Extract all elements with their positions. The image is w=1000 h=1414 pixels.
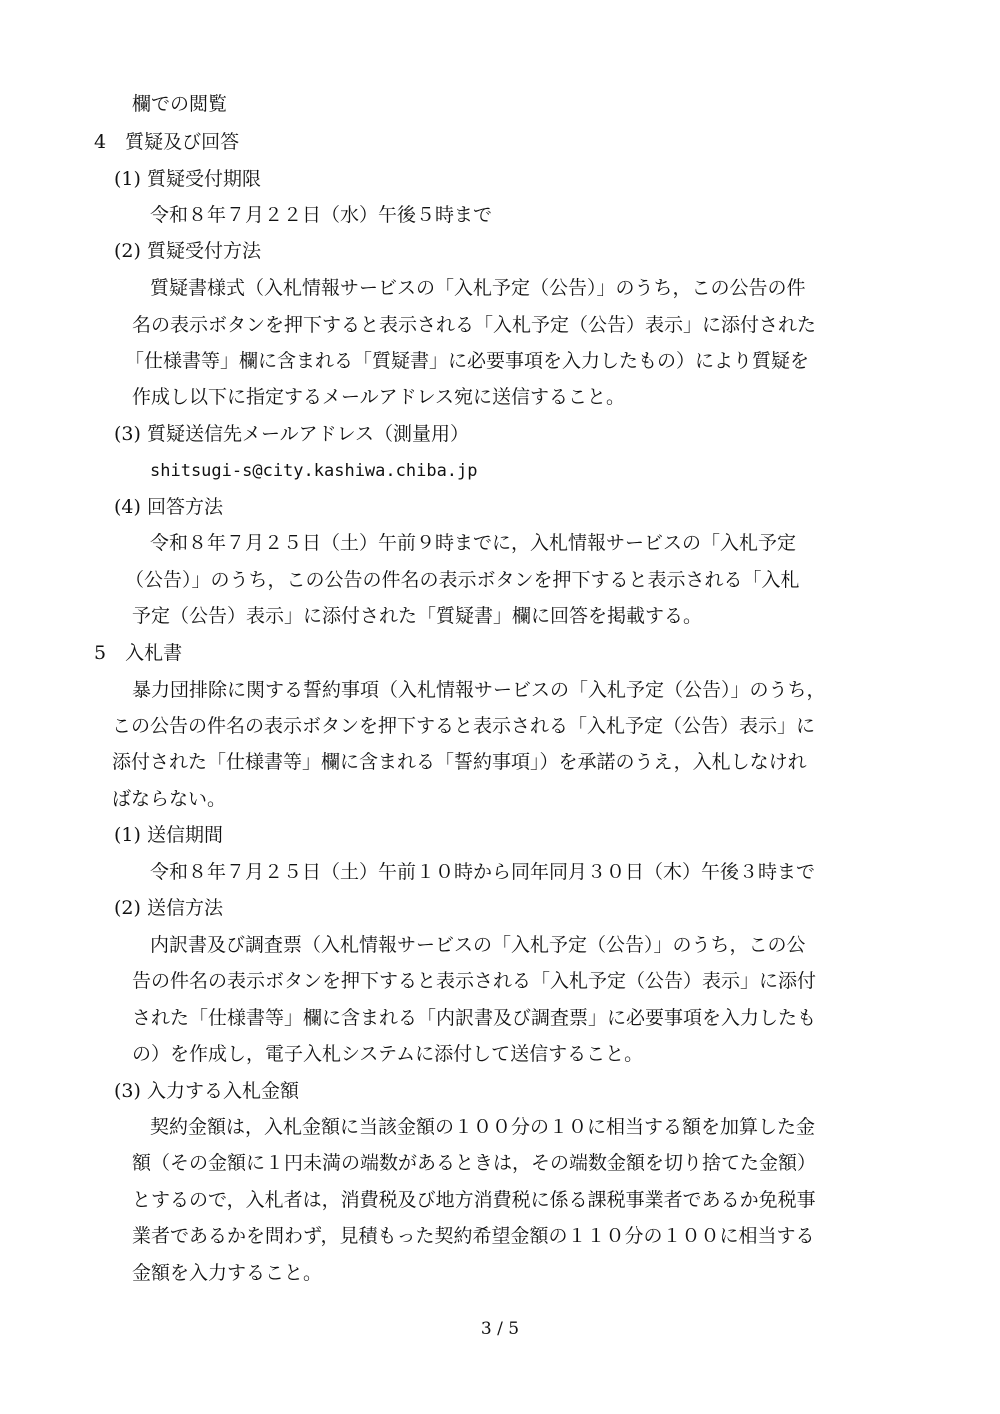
text-line: 質疑書様式（入札情報サービスの「入札予定（公告）」のうち，この公告の件 <box>150 277 806 299</box>
text-line: 契約金額は，入札金額に当該金額の１００分の１０に相当する額を加算した金 <box>150 1116 816 1138</box>
text-line: 令和８年７月２５日（土）午前９時までに，入札情報サービスの「入札予定 <box>150 532 797 554</box>
subsection-heading: (4) 回答方法 <box>114 496 223 518</box>
subsection-heading: (3) 質疑送信先メールアドレス（測量用） <box>114 423 470 445</box>
text-line: 作成し以下に指定するメールアドレス宛に送信すること。 <box>132 386 626 408</box>
text-line: 業者であるかを問わず，見積もった契約希望金額の１１０分の１００に相当する <box>132 1225 815 1247</box>
text-line: 令和８年７月２２日（水）午後５時まで <box>150 204 493 226</box>
text-line: 欄での閲覧 <box>132 93 228 115</box>
text-line: 告の件名の表示ボタンを押下すると表示される「入札予定（公告）表示」に添付 <box>132 970 817 992</box>
text-line: 金額を入力すること。 <box>132 1262 323 1284</box>
email-address: shitsugi-s@city.kashiwa.chiba.jp <box>150 461 478 481</box>
section-heading: 4 質疑及び回答 <box>94 131 240 153</box>
text-line: この公告の件名の表示ボタンを押下すると表示される「入札予定（公告）表示」に <box>112 715 816 737</box>
subsection-heading: (2) 送信方法 <box>114 897 223 919</box>
text-line: 名の表示ボタンを押下すると表示される「入札予定（公告）表示」に添付された <box>132 314 817 336</box>
text-line: 令和８年７月２５日（土）午前１０時から同年同月３０日（木）午後３時まで <box>150 861 816 883</box>
text-line: 額（その金額に１円未満の端数があるときは，その端数金額を切り捨てた金額） <box>132 1152 817 1174</box>
subsection-heading: (3) 入力する入札金額 <box>114 1080 299 1102</box>
page-number: 3 / 5 <box>480 1319 520 1339</box>
text-line: された「仕様書等」欄に含まれる「内訳書及び調査票」に必要事項を入力したも <box>132 1007 817 1029</box>
subsection-heading: (1) 質疑受付期限 <box>114 168 261 190</box>
text-line: 添付された「仕様書等」欄に含まれる「誓約事項」）を承諾のうえ，入札しなけれ <box>112 751 807 773</box>
text-line: ばならない。 <box>112 788 227 810</box>
text-line: の）を作成し，電子入札システムに添付して送信すること。 <box>132 1043 644 1065</box>
text-line: 予定（公告）表示」に添付された「質疑書」欄に回答を掲載する。 <box>132 605 703 627</box>
text-line: 「仕様書等」欄に含まれる「質疑書」に必要事項を入力したもの）により質疑を <box>125 350 810 372</box>
subsection-heading: (2) 質疑受付方法 <box>114 240 261 262</box>
subsection-heading: (1) 送信期間 <box>114 824 223 846</box>
text-line: とするので，入札者は，消費税及び地方消費税に係る課税事業者であるか免税事 <box>132 1189 816 1211</box>
text-line: 内訳書及び調査票（入札情報サービスの「入札予定（公告）」のうち，この公 <box>150 934 806 956</box>
section-heading: 5 入札書 <box>94 642 183 664</box>
text-line: （公告）」のうち，この公告の件名の表示ボタンを押下すると表示される「入札 <box>125 569 800 591</box>
text-line: 暴力団排除に関する誓約事項（入札情報サービスの「入札予定（公告）」のうち， <box>132 679 826 701</box>
